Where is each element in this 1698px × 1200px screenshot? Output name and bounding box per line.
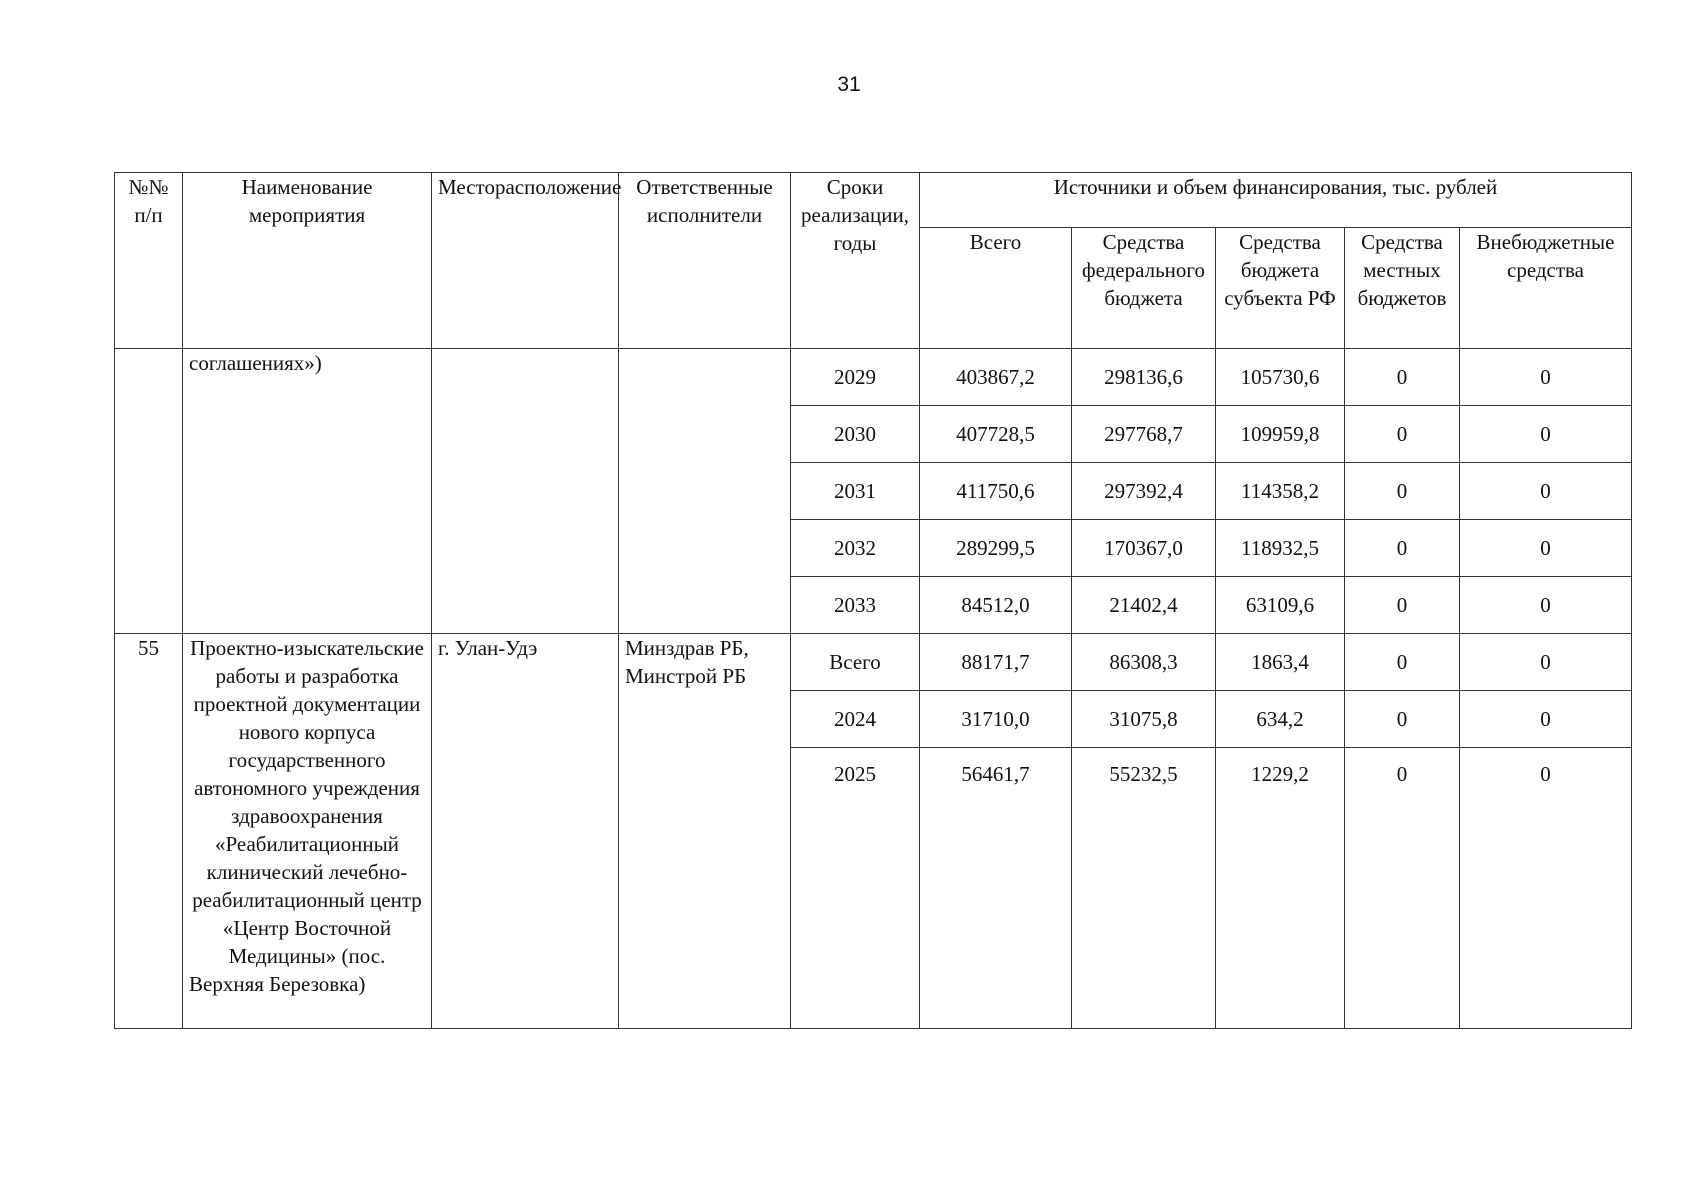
federal-cell: 55232,5 — [1072, 748, 1216, 1029]
year-cell: 2032 — [791, 520, 920, 577]
local-cell: 0 — [1345, 520, 1460, 577]
header-name: Наименование мероприятия — [183, 173, 432, 349]
header-total: Всего — [920, 228, 1072, 349]
header-num: №№ п/п — [115, 173, 183, 349]
total-cell: 56461,7 — [920, 748, 1072, 1029]
extra-cell: 0 — [1460, 349, 1632, 406]
extra-cell: 0 — [1460, 406, 1632, 463]
header-local: Средства местных бюджетов — [1345, 228, 1460, 349]
federal-cell: 21402,4 — [1072, 577, 1216, 634]
extra-cell: 0 — [1460, 577, 1632, 634]
subject-cell: 118932,5 — [1216, 520, 1345, 577]
table-header-row — [115, 173, 1632, 228]
responsible-cell — [619, 349, 791, 634]
local-cell: 0 — [1345, 691, 1460, 748]
header-funding-group: Источники и объем финансирования, тыс. рублей — [920, 173, 1632, 228]
federal-cell: 297392,4 — [1072, 463, 1216, 520]
year-cell: 2029 — [791, 349, 920, 406]
total-cell: 411750,6 — [920, 463, 1072, 520]
local-cell: 0 — [1345, 577, 1460, 634]
local-cell: 0 — [1345, 748, 1460, 1029]
subject-cell: 634,2 — [1216, 691, 1345, 748]
num-cell — [115, 349, 183, 634]
subject-cell: 105730,6 — [1216, 349, 1345, 406]
federal-cell: 170367,0 — [1072, 520, 1216, 577]
table-row — [115, 349, 1632, 406]
local-cell: 0 — [1345, 349, 1460, 406]
year-cell: 2024 — [791, 691, 920, 748]
year-cell: Всего — [791, 634, 920, 691]
header-period: Сроки реализации, годы — [791, 173, 920, 349]
extra-cell: 0 — [1460, 748, 1632, 1029]
local-cell: 0 — [1345, 634, 1460, 691]
num-cell: 55 — [115, 634, 183, 1029]
page-number: 31 — [837, 73, 861, 96]
federal-cell: 86308,3 — [1072, 634, 1216, 691]
extra-cell: 0 — [1460, 634, 1632, 691]
year-cell: 2025 — [791, 748, 920, 1029]
header-federal: Средства федерального бюджета — [1072, 228, 1216, 349]
local-cell: 0 — [1345, 463, 1460, 520]
table-row — [115, 634, 1632, 691]
local-cell: 0 — [1345, 406, 1460, 463]
name-cell: соглашениях») — [183, 349, 432, 634]
extra-cell: 0 — [1460, 691, 1632, 748]
header-location: Месторасположение — [432, 173, 619, 349]
subject-cell: 1229,2 — [1216, 748, 1345, 1029]
location-cell: г. Улан-Удэ — [432, 634, 619, 1029]
federal-cell: 297768,7 — [1072, 406, 1216, 463]
total-cell: 289299,5 — [920, 520, 1072, 577]
total-cell: 407728,5 — [920, 406, 1072, 463]
subject-cell: 1863,4 — [1216, 634, 1345, 691]
name-cell: Проектно-изыскательские работы и разработка проектной документации нового корпуса государственного автономного учреждения здравоохранения «Реабилитационный клинический лечебно-реабилитационный центр «Центр Восточной Медицины» (пос. Верхняя Березовка) — [183, 634, 432, 1029]
header-extra: Внебюджетные средства — [1460, 228, 1632, 349]
year-cell: 2033 — [791, 577, 920, 634]
extra-cell: 0 — [1460, 463, 1632, 520]
subject-cell: 114358,2 — [1216, 463, 1345, 520]
responsible-cell: Минздрав РБ, Минстрой РБ — [619, 634, 791, 1029]
financing-table — [114, 172, 1632, 1029]
location-cell — [432, 349, 619, 634]
year-cell: 2031 — [791, 463, 920, 520]
total-cell: 88171,7 — [920, 634, 1072, 691]
header-responsible: Ответственные исполнители — [619, 173, 791, 349]
total-cell: 84512,0 — [920, 577, 1072, 634]
federal-cell: 298136,6 — [1072, 349, 1216, 406]
federal-cell: 31075,8 — [1072, 691, 1216, 748]
total-cell: 31710,0 — [920, 691, 1072, 748]
extra-cell: 0 — [1460, 520, 1632, 577]
total-cell: 403867,2 — [920, 349, 1072, 406]
subject-cell: 63109,6 — [1216, 577, 1345, 634]
subject-cell: 109959,8 — [1216, 406, 1345, 463]
header-subject: Средства бюджета субъекта РФ — [1216, 228, 1345, 349]
year-cell: 2030 — [791, 406, 920, 463]
